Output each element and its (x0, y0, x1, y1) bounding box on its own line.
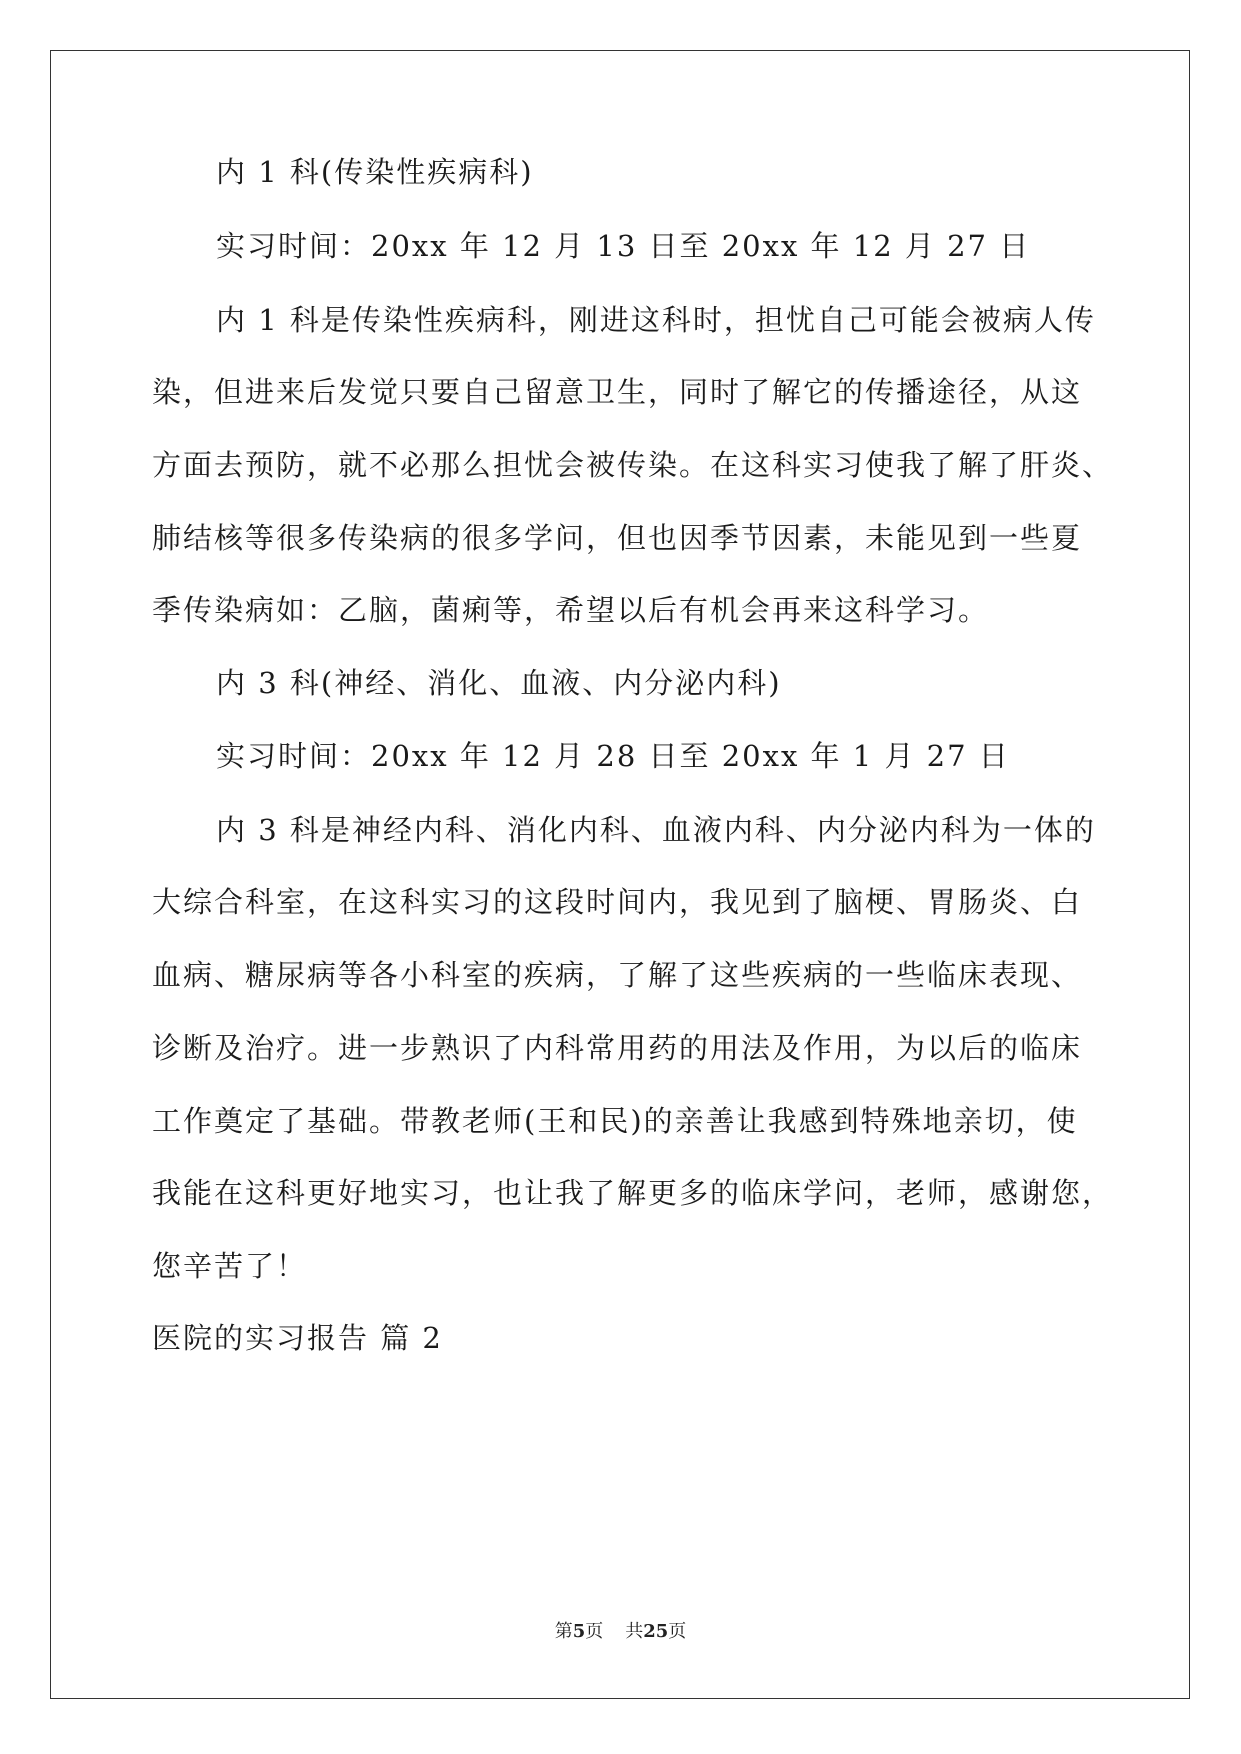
page-label-prefix: 第 (554, 1621, 573, 1642)
paragraph-line: 大综合科室，在这科实习的这段时间内，我见到了脑梗、胃肠炎、白 (152, 885, 1083, 919)
paragraph-line: 内 1 科是传染性疾病科，刚进这科时，担忧自己可能会被病人传 (216, 303, 1096, 337)
page-footer (0, 1620, 1241, 1644)
section-heading: 内 3 科(神经、消化、血液、内分泌内科) (216, 666, 782, 700)
paragraph-line: 染，但进来后发觉只要自己留意卫生，同时了解它的传播途径，从这 (152, 375, 1083, 409)
paragraph-line: 工作奠定了基础。带教老师(王和民)的亲善让我感到特殊地亲切，使 (152, 1104, 1078, 1138)
paragraph-line: 您辛苦了！ (152, 1249, 308, 1283)
total-page-count: 25 (643, 1621, 669, 1642)
paragraph-line: 诊断及治疗。进一步熟识了内科常用药的用法及作用，为以后的临床 (152, 1031, 1083, 1065)
total-label-prefix: 共 (625, 1621, 644, 1642)
paragraph-line: 方面去预防，就不必那么担忧会被传染。在这科实习使我了解了肝炎、 (152, 448, 1114, 482)
internship-period: 实习时间：20xx 年 12 月 28 日至 20xx 年 1 月 27 日 (216, 739, 1010, 773)
section-heading: 内 1 科(传染性疾病科) (216, 155, 534, 189)
page-border (50, 50, 1190, 1699)
paragraph-line: 肺结核等很多传染病的很多学问，但也因季节因素，未能见到一些夏 (152, 521, 1083, 555)
paragraph-line: 内 3 科是神经内科、消化内科、血液内科、内分泌内科为一体的 (216, 813, 1096, 847)
article-title: 医院的实习报告 篇 2 (152, 1321, 443, 1355)
current-page-number: 5 (572, 1621, 586, 1642)
total-label-suffix: 页 (668, 1621, 687, 1642)
paragraph-line: 血病、糖尿病等各小科室的疾病，了解了这些疾病的一些临床表现、 (152, 958, 1083, 992)
paragraph-line: 季传染病如：乙脑，菌痢等，希望以后有机会再来这科学习。 (152, 593, 990, 627)
page-label-suffix: 页 (585, 1621, 604, 1642)
paragraph-line: 我能在这科更好地实习，也让我了解更多的临床学问，老师，感谢您， (152, 1176, 1114, 1210)
internship-period: 实习时间：20xx 年 12 月 13 日至 20xx 年 12 月 27 日 (216, 229, 1031, 263)
